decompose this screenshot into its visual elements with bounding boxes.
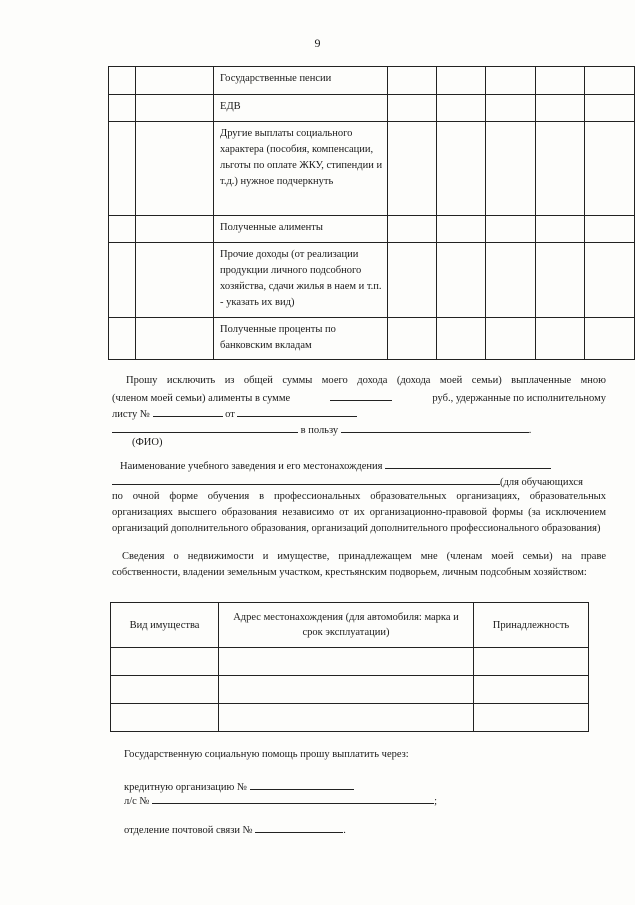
property-header-row: [111, 603, 589, 648]
table-cell: [436, 243, 486, 318]
table-cell: [585, 95, 635, 122]
table-cell: [388, 67, 437, 95]
beneficiary-label: в пользу: [300, 425, 339, 436]
table-cell: [135, 216, 213, 243]
income-row: [109, 318, 635, 360]
table-cell: [135, 67, 213, 95]
table-cell: [109, 243, 136, 318]
alimony-line-4: [112, 421, 606, 439]
table-cell: [535, 67, 585, 95]
income-row-label: Другие выплаты социального характера (пособия, компенсации, льготы по оплате ЖКУ, стипендии и т.д.) нужное подчеркнуть: [214, 122, 388, 216]
education-note-start: (для обучающихся: [500, 477, 583, 488]
table-cell[interactable]: [219, 704, 474, 732]
table-cell: [585, 67, 635, 95]
writ-number-label: листу №: [112, 409, 150, 420]
table-cell: [535, 122, 585, 216]
table-cell: [388, 95, 437, 122]
table-cell[interactable]: [219, 648, 474, 676]
beneficiary-field[interactable]: [341, 421, 529, 433]
header-ownership: Принадлежность: [474, 603, 589, 648]
alimony-writ-label: руб., удержанные по исполнительному: [432, 393, 606, 404]
income-row-label: Полученные проценты по банковским вкладам: [214, 318, 388, 360]
amount-field[interactable]: [330, 389, 392, 401]
post-office-label: отделение почтовой связи №: [124, 825, 253, 836]
table-cell: [135, 243, 213, 318]
table-cell: [109, 67, 136, 95]
table-cell: [388, 122, 437, 216]
education-note: по очной форме обучения в профессиональных образовательных организациях, образовательных организациях высшего образования независимо от их организационно-правовой формы (за исключением организаций дополнительного образования, организаций дополнительного профессионального образования): [112, 491, 606, 534]
table-cell[interactable]: [219, 676, 474, 704]
table-cell: [436, 318, 486, 360]
header-address: Адрес местонахождения (для автомобиля: марка и срок эксплуатации): [219, 603, 474, 648]
table-cell[interactable]: [474, 676, 589, 704]
table-cell: [436, 122, 486, 216]
income-row: [109, 95, 635, 122]
account-line: [124, 792, 437, 807]
table-cell: [535, 318, 585, 360]
credit-org-label: кредитную организацию №: [124, 782, 248, 793]
table-cell: [436, 95, 486, 122]
fio-caption: (ФИО): [132, 437, 163, 448]
account-field[interactable]: [152, 792, 434, 804]
table-cell: [585, 243, 635, 318]
account-end: ;: [434, 796, 438, 807]
writ-number-field[interactable]: [153, 405, 223, 417]
table-cell[interactable]: [111, 648, 219, 676]
table-cell: [109, 122, 136, 216]
table-cell[interactable]: [111, 704, 219, 732]
education-field-2[interactable]: [112, 473, 500, 485]
property-intro: Сведения о недвижимости и имуществе, принадлежащем мне (членам моей семьи) на праве собственности, владении земельным участком, крестьянским подворьем, личным подсобным хозяйством:: [112, 551, 606, 578]
payment-intro: Государственную социальную помощь прошу выплатить через:: [124, 749, 409, 760]
table-cell: [109, 216, 136, 243]
table-cell: [585, 122, 635, 216]
table-cell: [135, 122, 213, 216]
writ-date-field[interactable]: [237, 405, 357, 417]
table-cell[interactable]: [474, 704, 589, 732]
table-cell: [135, 95, 213, 122]
table-cell[interactable]: [111, 676, 219, 704]
table-cell: [109, 318, 136, 360]
table-row: [111, 704, 589, 732]
alimony-line-1: Прошу исключить из общей суммы моего дохода (дохода моей семьи) выплаченные мною: [126, 375, 606, 386]
post-office-line: [124, 821, 346, 836]
payer-field[interactable]: [112, 421, 298, 433]
table-cell: [436, 216, 486, 243]
income-table: [108, 66, 635, 360]
post-office-end: .: [343, 825, 346, 836]
table-cell: [535, 243, 585, 318]
table-cell: [486, 95, 536, 122]
table-cell: [585, 318, 635, 360]
table-cell: [109, 95, 136, 122]
table-cell: [486, 318, 536, 360]
table-cell: [486, 67, 536, 95]
table-cell: [388, 318, 437, 360]
credit-org-line: [124, 778, 354, 793]
income-row-label: Прочие доходы (от реализации продукции личного подсобного хозяйства, сдачи жилья в наем и т.п. - указать их вид): [214, 243, 388, 318]
writ-date-label: от: [225, 409, 235, 420]
credit-org-field[interactable]: [250, 778, 354, 790]
income-row: [109, 216, 635, 243]
table-cell: [535, 95, 585, 122]
table-cell: [388, 216, 437, 243]
table-cell: [535, 216, 585, 243]
education-label: Наименование учебного заведения и его местонахождения: [120, 461, 383, 472]
table-cell: [388, 243, 437, 318]
income-row-label: ЕДВ: [214, 95, 388, 122]
income-row: [109, 67, 635, 95]
account-label: л/с №: [124, 796, 150, 807]
table-cell: [585, 216, 635, 243]
table-cell[interactable]: [474, 648, 589, 676]
income-row-label: Государственные пенсии: [214, 67, 388, 95]
table-row: [111, 648, 589, 676]
table-cell: [486, 122, 536, 216]
alimony-period: .: [528, 425, 532, 436]
income-row: [109, 122, 635, 216]
income-row-label: Полученные алименты: [214, 216, 388, 243]
income-row: [109, 243, 635, 318]
table-row: [111, 676, 589, 704]
table-cell: [486, 216, 536, 243]
table-cell: [135, 318, 213, 360]
post-office-field[interactable]: [255, 821, 343, 833]
table-cell: [486, 243, 536, 318]
page-number: 9: [314, 36, 321, 50]
alimony-amount-label: (членом моей семьи) алименты в сумме: [112, 393, 291, 404]
property-table: [110, 602, 589, 732]
table-cell: [436, 67, 486, 95]
header-property-type: Вид имущества: [111, 603, 219, 648]
education-field[interactable]: [385, 457, 551, 469]
